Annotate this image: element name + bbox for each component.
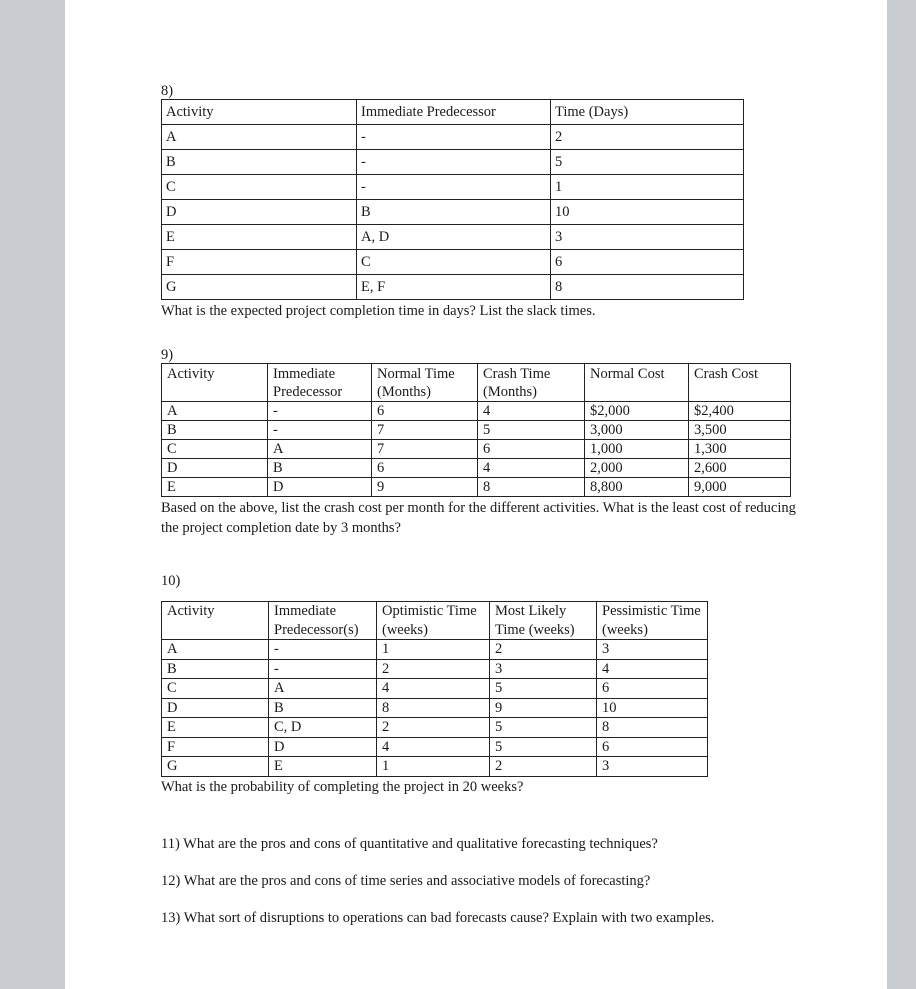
table-cell: 8 [377,698,490,718]
table-row [162,459,791,478]
table-cell: - [269,640,377,660]
table-cell: D [162,698,269,718]
header-cell: Activity [162,602,269,640]
table-cell: D [162,459,268,478]
table-cell: 10 [597,698,708,718]
table-cell: $2,000 [585,402,689,421]
table-cell: G [162,275,357,300]
table-row [162,200,744,225]
question-10-label: 10) [161,573,181,589]
question-11-text: 11) What are the pros and cons of quantitative and qualitative forecasting techniques? [161,836,658,852]
header-cell: Immediate Predecessor [357,100,551,125]
table-cell: 4 [377,679,490,699]
table-cell: C, D [269,718,377,738]
question-9-table [161,363,791,497]
table-cell: 3 [597,757,708,777]
table-cell: 5 [490,737,597,757]
table-row [162,640,708,660]
table-cell: B [162,421,268,440]
table-cell: 9 [372,478,478,497]
table-cell: 7 [372,440,478,459]
table-cell: D [162,200,357,225]
question-10-text: What is the probability of completing the project in 20 weeks? [161,778,524,795]
table-row [162,698,708,718]
table-cell: F [162,737,269,757]
table-cell: E, F [357,275,551,300]
table-header-row [162,602,708,640]
question-9-label: 9) [161,347,174,363]
table-row [162,659,708,679]
table-cell: - [357,175,551,200]
table-cell: 8 [551,275,744,300]
table-cell: E [269,757,377,777]
table-cell: - [268,421,372,440]
table-cell: 3,500 [689,421,791,440]
table-cell: 7 [372,421,478,440]
table-header-row [162,364,791,402]
table-row [162,275,744,300]
table-cell: B [357,200,551,225]
table-cell: 6 [597,737,708,757]
table-cell: $2,400 [689,402,791,421]
table-cell: 6 [551,250,744,275]
table-cell: 4 [478,402,585,421]
table-cell: 6 [372,402,478,421]
table-cell: F [162,250,357,275]
table-cell: 3 [597,640,708,660]
table-cell: D [269,737,377,757]
header-cell: Time (Days) [551,100,744,125]
table-cell: D [268,478,372,497]
question-10 [161,573,708,797]
table-row [162,402,791,421]
table-row [162,225,744,250]
header-cell: Immediate Predecessor(s) [269,602,377,640]
table-cell: B [268,459,372,478]
table-row [162,440,791,459]
table-row [162,679,708,699]
table-cell: 8 [478,478,585,497]
table-cell: - [357,125,551,150]
header-cell: Normal Cost [585,364,689,402]
table-cell: 5 [490,718,597,738]
table-cell: - [357,150,551,175]
table-cell: E [162,478,268,497]
table-cell: 1,300 [689,440,791,459]
table-row [162,478,791,497]
header-cell: Normal Time (Months) [372,364,478,402]
table-cell: 1 [377,640,490,660]
header-cell: Crash Time (Months) [478,364,585,402]
table-cell: 4 [377,737,490,757]
table-cell: 3 [490,659,597,679]
table-cell: A [162,402,268,421]
question-8-text: What is the expected project completion time in days? List the slack times. [161,303,596,319]
table-row [162,125,744,150]
header-cell: Activity [162,100,357,125]
question-13-text: 13) What sort of disruptions to operations can bad forecasts cause? Explain with two examples. [161,910,715,926]
table-cell: 3 [551,225,744,250]
question-12-text: 12) What are the pros and cons of time series and associative models of forecasting? [161,873,651,889]
table-cell: 2 [377,718,490,738]
table-cell: 3,000 [585,421,689,440]
table-cell: 2,600 [689,459,791,478]
table-cell: 10 [551,200,744,225]
table-cell: B [269,698,377,718]
table-cell: 9 [490,698,597,718]
document-page [65,0,887,989]
table-cell: E [162,718,269,738]
table-cell: 6 [478,440,585,459]
table-cell: A, D [357,225,551,250]
table-cell: 2 [490,757,597,777]
table-header-row [162,100,744,125]
question-8 [161,83,744,321]
table-cell: B [162,150,357,175]
table-cell: 8,800 [585,478,689,497]
table-cell: 2 [490,640,597,660]
table-cell: C [162,679,269,699]
table-cell: A [269,679,377,699]
header-cell: Optimistic Time (weeks) [377,602,490,640]
table-row [162,737,708,757]
table-cell: E [162,225,357,250]
table-row [162,421,791,440]
table-cell: - [268,402,372,421]
table-cell: 6 [597,679,708,699]
header-cell: Crash Cost [689,364,791,402]
table-cell: 6 [372,459,478,478]
question-9-text: Based on the above, list the crash cost per month for the different activities. What is the least cost of reducing the project completion date by 3 months? [161,500,796,536]
table-row [162,150,744,175]
table-cell: A [162,640,269,660]
table-cell: C [162,440,268,459]
table-cell: 4 [597,659,708,679]
question-8-table [161,99,744,300]
table-row [162,718,708,738]
header-cell: Immediate Predecessor [268,364,372,402]
table-cell: 2 [377,659,490,679]
table-cell: 8 [597,718,708,738]
table-cell: 1,000 [585,440,689,459]
header-cell: Most Likely Time (weeks) [490,602,597,640]
question-8-label: 8) [161,83,174,99]
table-cell: 5 [478,421,585,440]
table-cell: 9,000 [689,478,791,497]
table-row [162,175,744,200]
table-cell: 1 [551,175,744,200]
header-cell: Pessimistic Time (weeks) [597,602,708,640]
table-row [162,757,708,777]
table-cell: A [162,125,357,150]
table-cell: C [162,175,357,200]
table-cell: 2,000 [585,459,689,478]
question-9 [161,347,801,538]
table-cell: 2 [551,125,744,150]
table-cell: C [357,250,551,275]
table-row [162,250,744,275]
question-10-table [161,601,708,777]
table-cell: 1 [377,757,490,777]
table-cell: 5 [551,150,744,175]
table-cell: A [268,440,372,459]
table-cell: B [162,659,269,679]
header-cell: Activity [162,364,268,402]
table-cell: 5 [490,679,597,699]
table-cell: G [162,757,269,777]
table-cell: - [269,659,377,679]
table-cell: 4 [478,459,585,478]
